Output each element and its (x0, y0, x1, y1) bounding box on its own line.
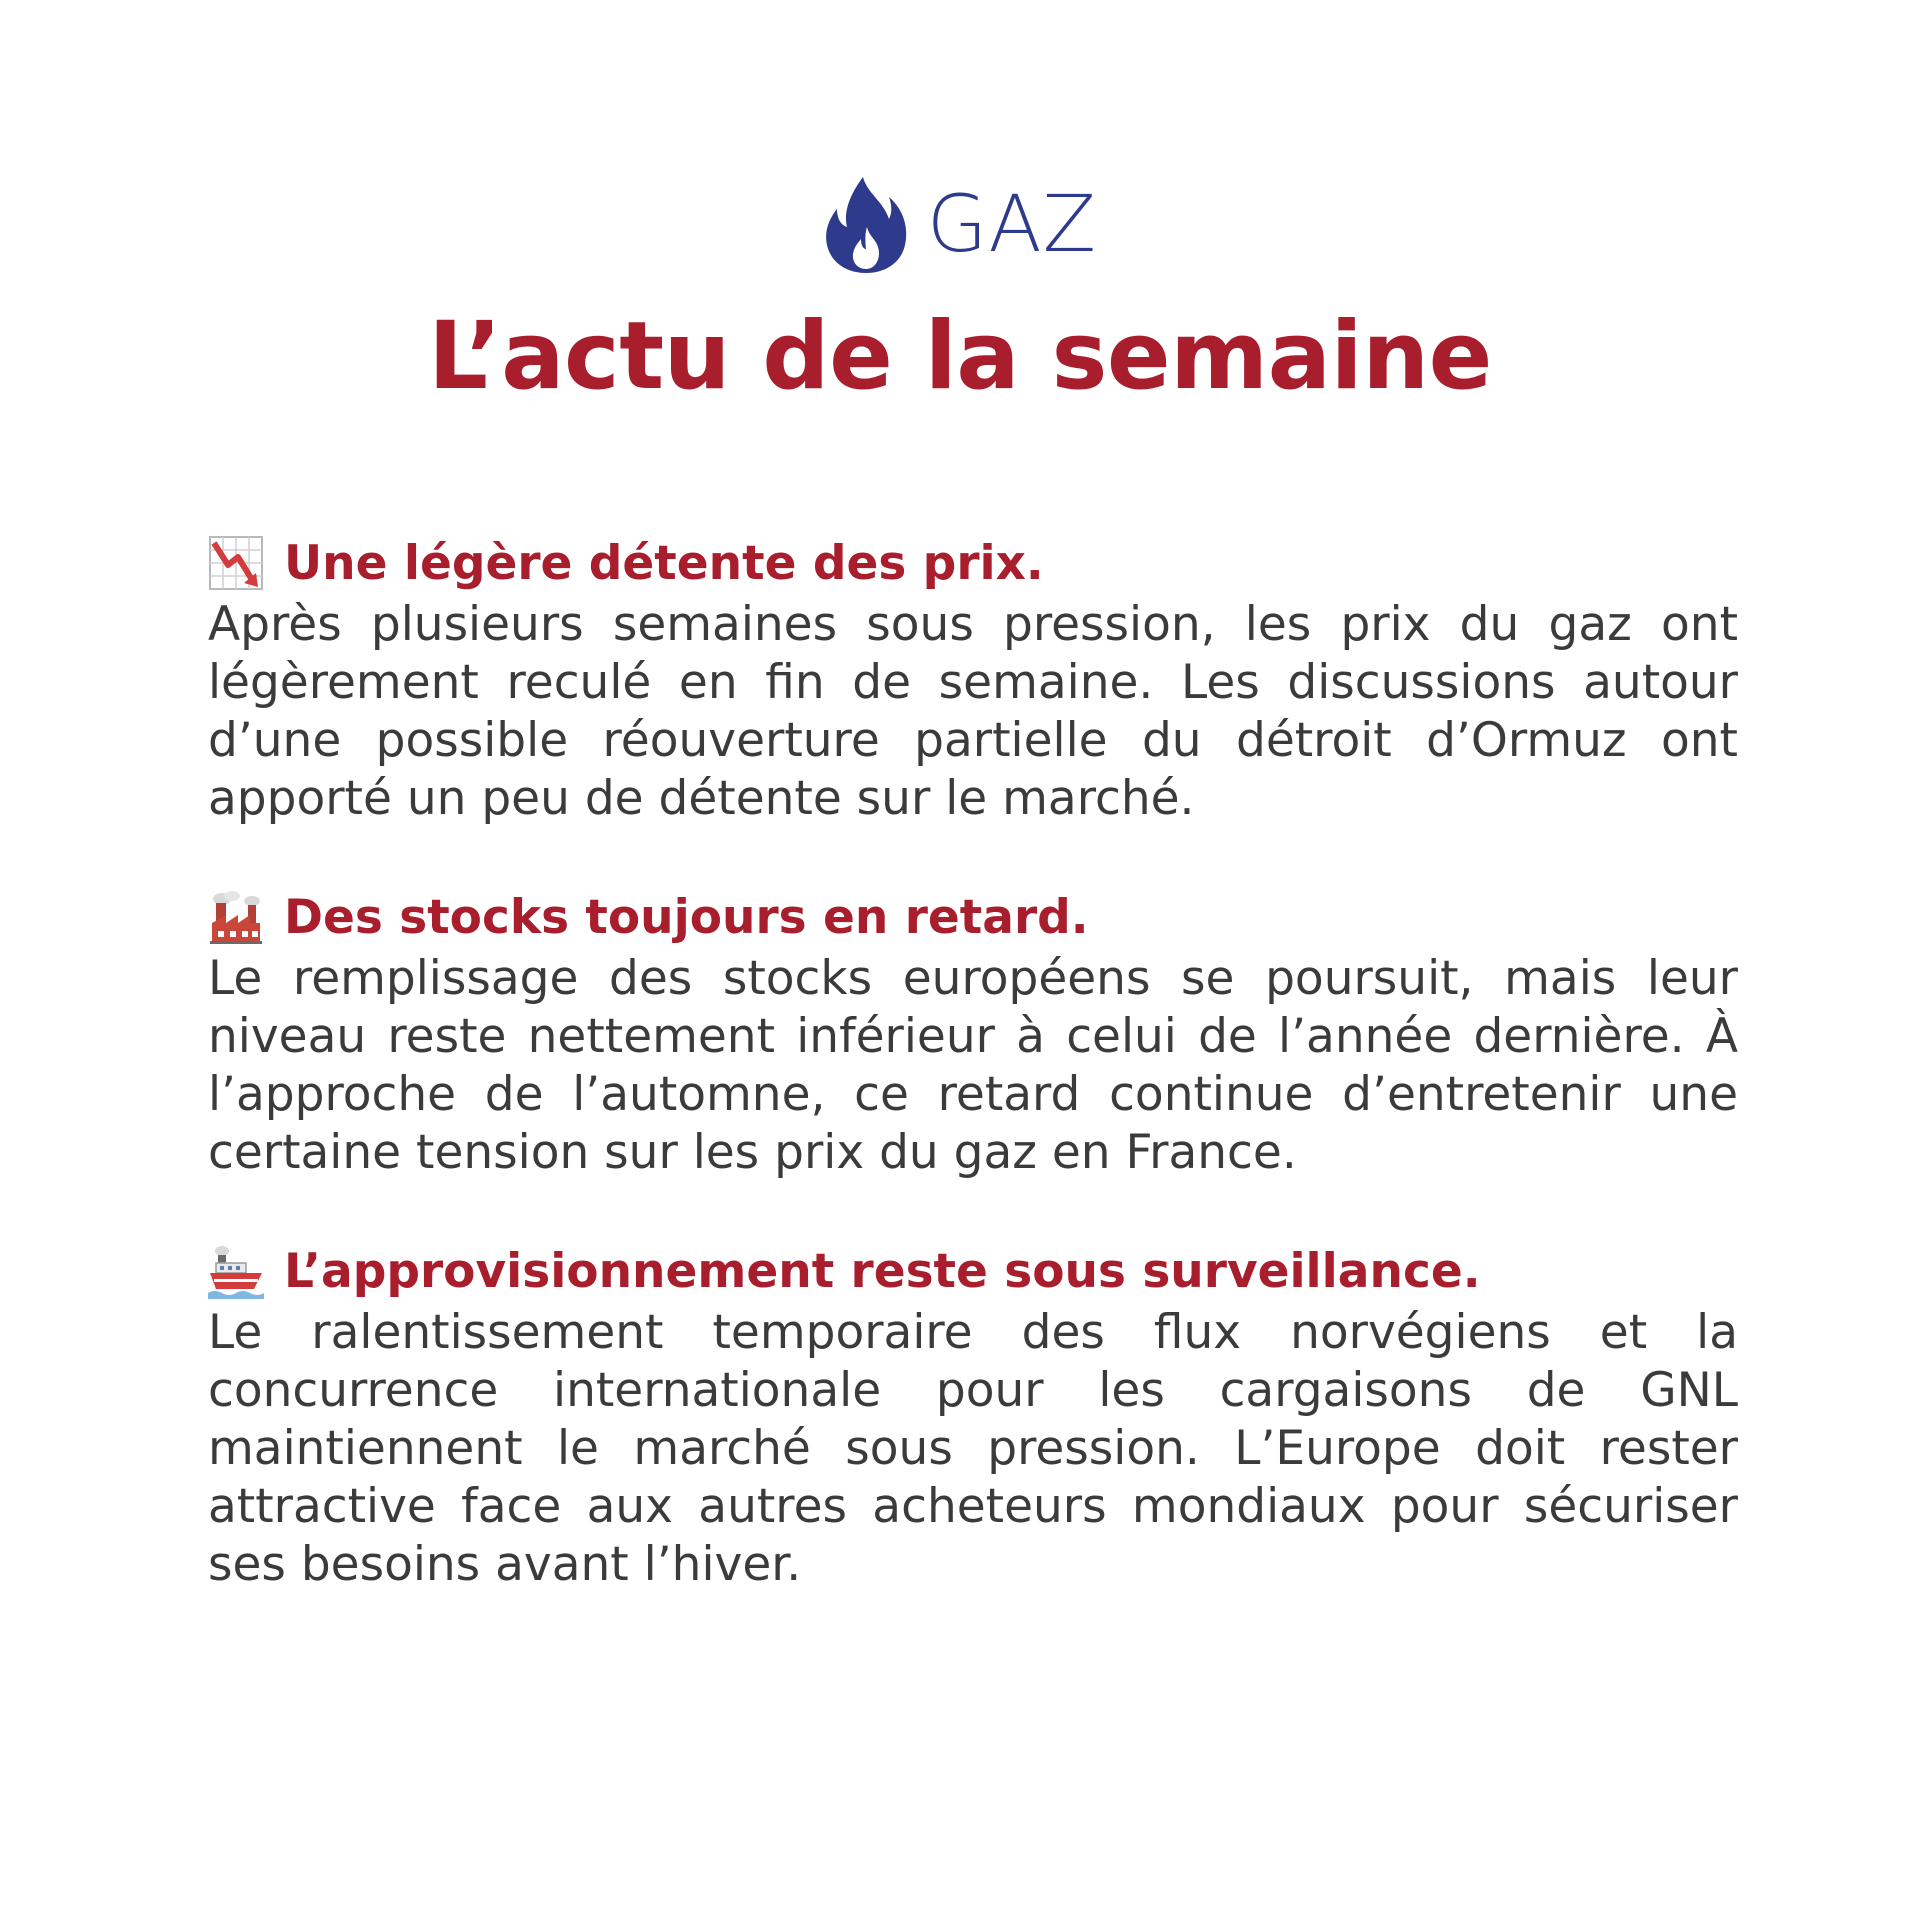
news-item-body: Après plusieurs semaines sous pression, les prix du gaz ont légèrement reculé en fin de semaine. Les discussions autour d’une possible réouverture partielle du détroit d’Ormuz ont apporté un peu de détente sur le marché. (208, 597, 1738, 826)
news-item-header (208, 1238, 1738, 1304)
news-item-prices (208, 530, 1738, 828)
chart-decreasing-icon (208, 535, 264, 591)
news-item-body: Le remplissage des stocks européens se poursuit, mais leur niveau reste nettement inférieur à celui de l’année dernière. À l’approche de l’automne, ce retard continue d’entretenir une certaine tension sur les prix du gaz en France. (208, 951, 1738, 1180)
news-item-supply (208, 1238, 1738, 1594)
category-header (0, 175, 1920, 275)
page-title: L’actu de la semaine (428, 302, 1492, 411)
article-list (208, 530, 1738, 1650)
factory-icon (208, 889, 264, 945)
news-item-title: Des stocks toujours en retard. (284, 889, 1089, 945)
category-label: GAZ (926, 180, 1098, 270)
news-item-body: Le ralentissement temporaire des flux norvégiens et la concurrence internationale pour les cargaisons de GNL maintiennent le marché sous pression. L’Europe doit rester attractive face aux autres acheteurs mondiaux pour sécuriser ses besoins avant l’hiver. (208, 1305, 1738, 1592)
flame-icon (823, 175, 909, 275)
ship-icon (208, 1243, 264, 1299)
news-item-title: L’approvisionnement reste sous surveillance. (284, 1243, 1481, 1299)
news-item-header (208, 884, 1738, 950)
news-item-stocks (208, 884, 1738, 1182)
news-item-header (208, 530, 1738, 596)
news-item-title: Une légère détente des prix. (284, 535, 1044, 591)
